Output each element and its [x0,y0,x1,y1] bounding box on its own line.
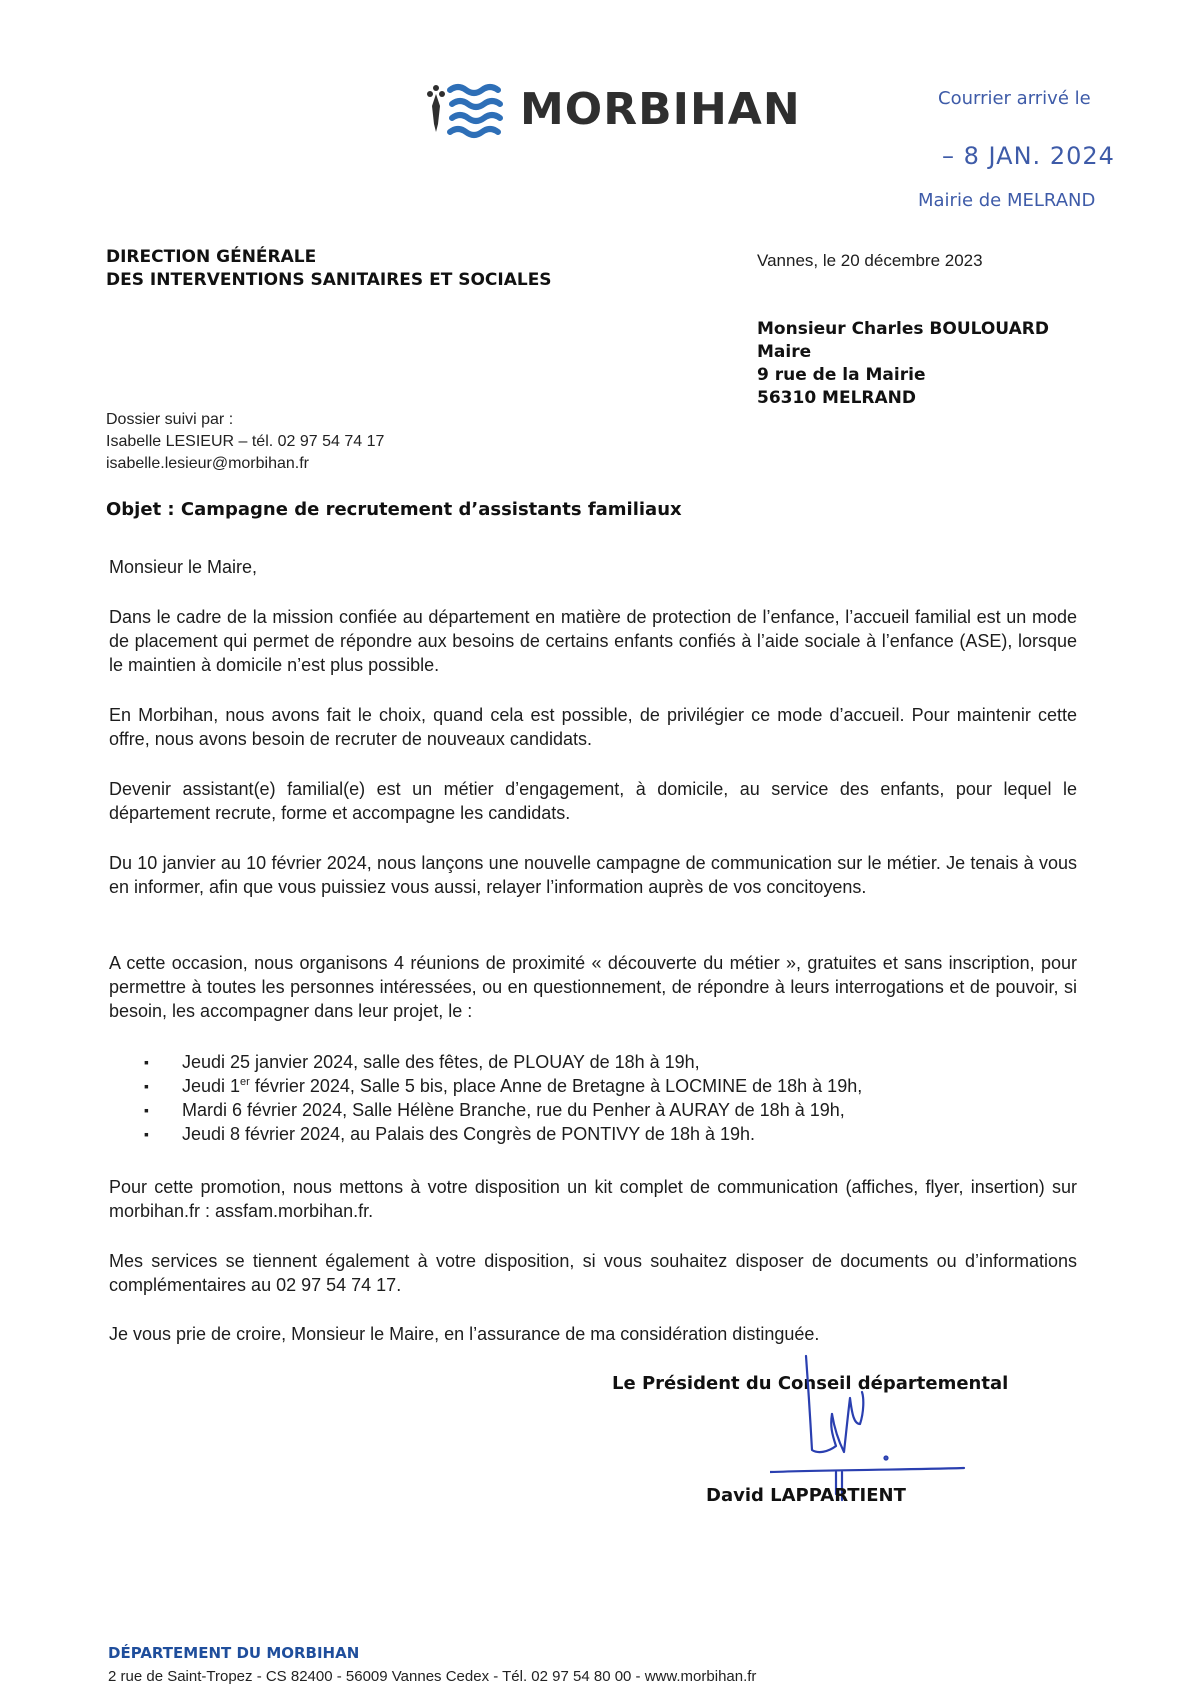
salutation: Monsieur le Maire, [109,557,258,577]
paragraph-6: Pour cette promotion, nous mettons à votre disposition un kit complet de communication (affiches, flyer, insertion) sur morbihan.fr : assfam.morbihan.fr. [109,1177,1077,1221]
sender-line-2: DES INTERVENTIONS SANITAIRES ET SOCIALES [106,270,552,290]
list-item [144,1098,862,1122]
recipient-address [757,318,1049,410]
bullet-icon: ▪ [144,1054,149,1070]
dossier-label: Dossier suivi par : [106,411,234,428]
event-text: Jeudi 1 [182,1076,241,1096]
stamp-mairie: Mairie de MELRAND [918,190,1096,211]
closing-formula: Je vous prie de croire, Monsieur le Maire, en l’assurance de ma considération distinguée. [109,1324,820,1344]
signatory-name: David LAPPARTIENT [706,1485,906,1506]
place-date: Vannes, le 20 décembre 2023 [757,251,983,270]
event-text-continued: février 2024, Salle 5 bis, place Anne de Bretagne à LOCMINE de 18h à 19h, [249,1076,863,1096]
bullet-icon: ▪ [144,1102,149,1118]
recipient-name: Monsieur Charles BOULOUARD [757,319,1049,339]
event-text: Mardi 6 février 2024, Salle Hélène Branche, rue du Penher à AURAY de 18h à 19h, [182,1100,845,1120]
dossier-contact [106,409,384,475]
recipient-city: 56310 MELRAND [757,388,917,408]
sender-line-1: DIRECTION GÉNÉRALE [106,247,317,267]
stamp-received-date: – 8 JAN. 2024 [942,142,1115,170]
bullet-icon: ▪ [144,1126,149,1142]
paragraph-5: A cette occasion, nous organisons 4 réunions de proximité « découverte du métier », gratuites et sans inscription, pour permettre à toutes les personnes intéressées, ou en questionnement, de répondre à leurs interrogations et de pouvoir, si besoin, les accompagner dans leur projet, le : [109,953,1077,1021]
ermine-waves-logo-icon [422,80,514,140]
stamp-received-label: Courrier arrivé le [938,88,1091,109]
dossier-email: isabelle.lesieur@morbihan.fr [106,455,309,472]
ordinal-superscript: er [240,1076,250,1088]
list-item [144,1050,862,1074]
letter-subject: Objet : Campagne de recrutement d’assistants familiaux [106,499,682,520]
logo-wordmark: MORBIHAN [520,84,801,135]
event-text: Jeudi 8 février 2024, au Palais des Congrès de PONTIVY de 18h à 19h. [182,1124,756,1144]
footer-address: 2 rue de Saint-Tropez - CS 82400 - 56009 Vannes Cedex - Tél. 02 97 54 80 00 - www.morbihan.fr [108,1668,757,1685]
paragraph-2: En Morbihan, nous avons fait le choix, quand cela est possible, de privilégier ce mode d’accueil. Pour maintenir cette offre, nous avons besoin de recruter de nouveaux candidats. [109,705,1077,749]
bullet-icon: ▪ [144,1078,149,1094]
paragraph-1: Dans le cadre de la mission confiée au département en matière de protection de l’enfance, l’accueil familial est un mode de placement qui permet de répondre aux besoins de certains enfants confiés à l’aide sociale à l’enfance (ASE), lorsque le maintien à domicile n’est plus possible. [109,607,1077,675]
meeting-list [144,1050,862,1146]
list-item [144,1074,862,1098]
signatory-title: Le Président du Conseil départemental [612,1373,1009,1394]
recipient-title: Maire [757,342,812,362]
footer-title: DÉPARTEMENT DU MORBIHAN [108,1644,360,1662]
paragraph-3: Devenir assistant(e) familial(e) est un métier d’engagement, à domicile, au service des enfants, pour lequel le département recrute, forme et accompagne les candidats. [109,779,1077,823]
recipient-street: 9 rue de la Mairie [757,365,926,385]
handwritten-signature-icon [770,1354,970,1504]
dossier-contact-line: Isabelle LESIEUR – tél. 02 97 54 74 17 [106,433,385,450]
event-text: Jeudi 25 janvier 2024, salle des fêtes, de PLOUAY de 18h à 19h, [182,1052,700,1072]
sender-direction [106,246,552,292]
morbihan-logo [422,80,802,140]
list-item [144,1122,862,1146]
paragraph-7: Mes services se tiennent également à votre disposition, si vous souhaitez disposer de documents ou d’informations complémentaires au 02 97 54 74 17. [109,1251,1077,1295]
paragraph-4: Du 10 janvier au 10 février 2024, nous lançons une nouvelle campagne de communication sur le métier. Je tenais à vous en informer, afin que vous puissiez vous aussi, relayer l’information auprès de vos concitoyens. [109,853,1077,897]
